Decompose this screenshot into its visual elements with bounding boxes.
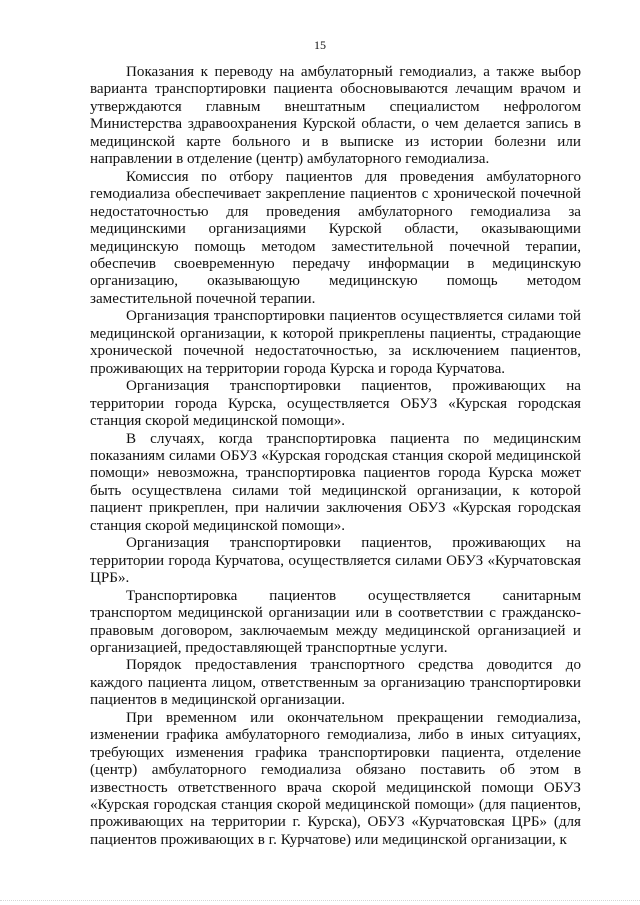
page-number: 15 — [314, 38, 326, 52]
paragraph-exceptions: В случаях, когда транспортировка пациента по медицинским показаниям силами ОБУЗ «Курская городская станция скорой медицинской помощи» невозможна, транспортировка пациентов города Курска может быть осуществлена силами той медицинской организации, к которой пациент прикреплен, при наличии заключения ОБУЗ «Курская городская станция скорой медицинской помощи». — [90, 430, 581, 534]
document-body — [90, 64, 581, 849]
paragraph-kurchatov-transport: Организация транспортировки пациентов, проживающих на территории города Курчатова, осуществляется силами ОБУЗ «Курчатовская ЦРБ». — [90, 535, 581, 587]
scan-edge — [0, 900, 640, 905]
paragraph-vehicle: Транспортировка пациентов осуществляется санитарным транспортом медицинской организации или в соответствии с гражданско-правовым договором, заключаемым между медицинской организацией и организацией, предоставляющей транспортные услуги. — [90, 587, 581, 656]
paragraph-transport-organization: Организация транспортировки пациентов осуществляется силами той медицинской организации, к которой прикреплены пациенты, страдающие хронической почечной недостаточностью, за исключением пациентов, проживающих на территории города Курска и города Курчатова. — [90, 308, 581, 377]
paragraph-commission: Комиссия по отбору пациентов для проведения амбулаторного гемодиализа обеспечивает закрепление пациентов с хронической почечной недостаточностью для проведения амбулаторного гемодиализа за медицинскими организациями Курской области, оказывающими медицинскую помощь методом заместительной почечной терапии, обеспечив своевременную передачу информации в медицинскую организацию, оказывающую медицинскую помощь методом заместительной почечной терапии. — [90, 168, 581, 307]
paragraph-schedule-changes: При временном или окончательном прекращении гемодиализа, изменении графика амбулаторного гемодиализа, либо в иных ситуациях, требующих изменения графика транспортировки пациента, отделение (центр) амбулаторного гемодиализа обязано поставить об этом в известность ответственного врача скорой медицинской помощи ОБУЗ «Курская городская станция скорой медицинской помощи» (для пациентов, проживающих на территории г. Курска), ОБУЗ «Курчатовская ЦРБ» (для пациентов проживающих в г. Курчатове) или медицинской организации, к — [90, 709, 581, 848]
paragraph-indications: Показания к переводу на амбулаторный гемодиализ, а также выбор варианта транспортировки пациента обосновываются лечащим врачом и утверждаются главным внештатным специалистом нефрологом Министерства здравоохранения Курской области, о чем делается запись в медицинской карте больного и в выписке из истории болезни или направлении в отделение (центр) амбулаторного гемодиализа. — [90, 64, 581, 168]
paragraph-procedure: Порядок предоставления транспортного средства доводится до каждого пациента лицом, ответственным за организацию транспортировки пациентов в медицинской организации. — [90, 657, 581, 709]
paragraph-kursk-transport: Организация транспортировки пациентов, проживающих на территории города Курска, осуществляется ОБУЗ «Курская городская станция скорой медицинской помощи». — [90, 378, 581, 430]
